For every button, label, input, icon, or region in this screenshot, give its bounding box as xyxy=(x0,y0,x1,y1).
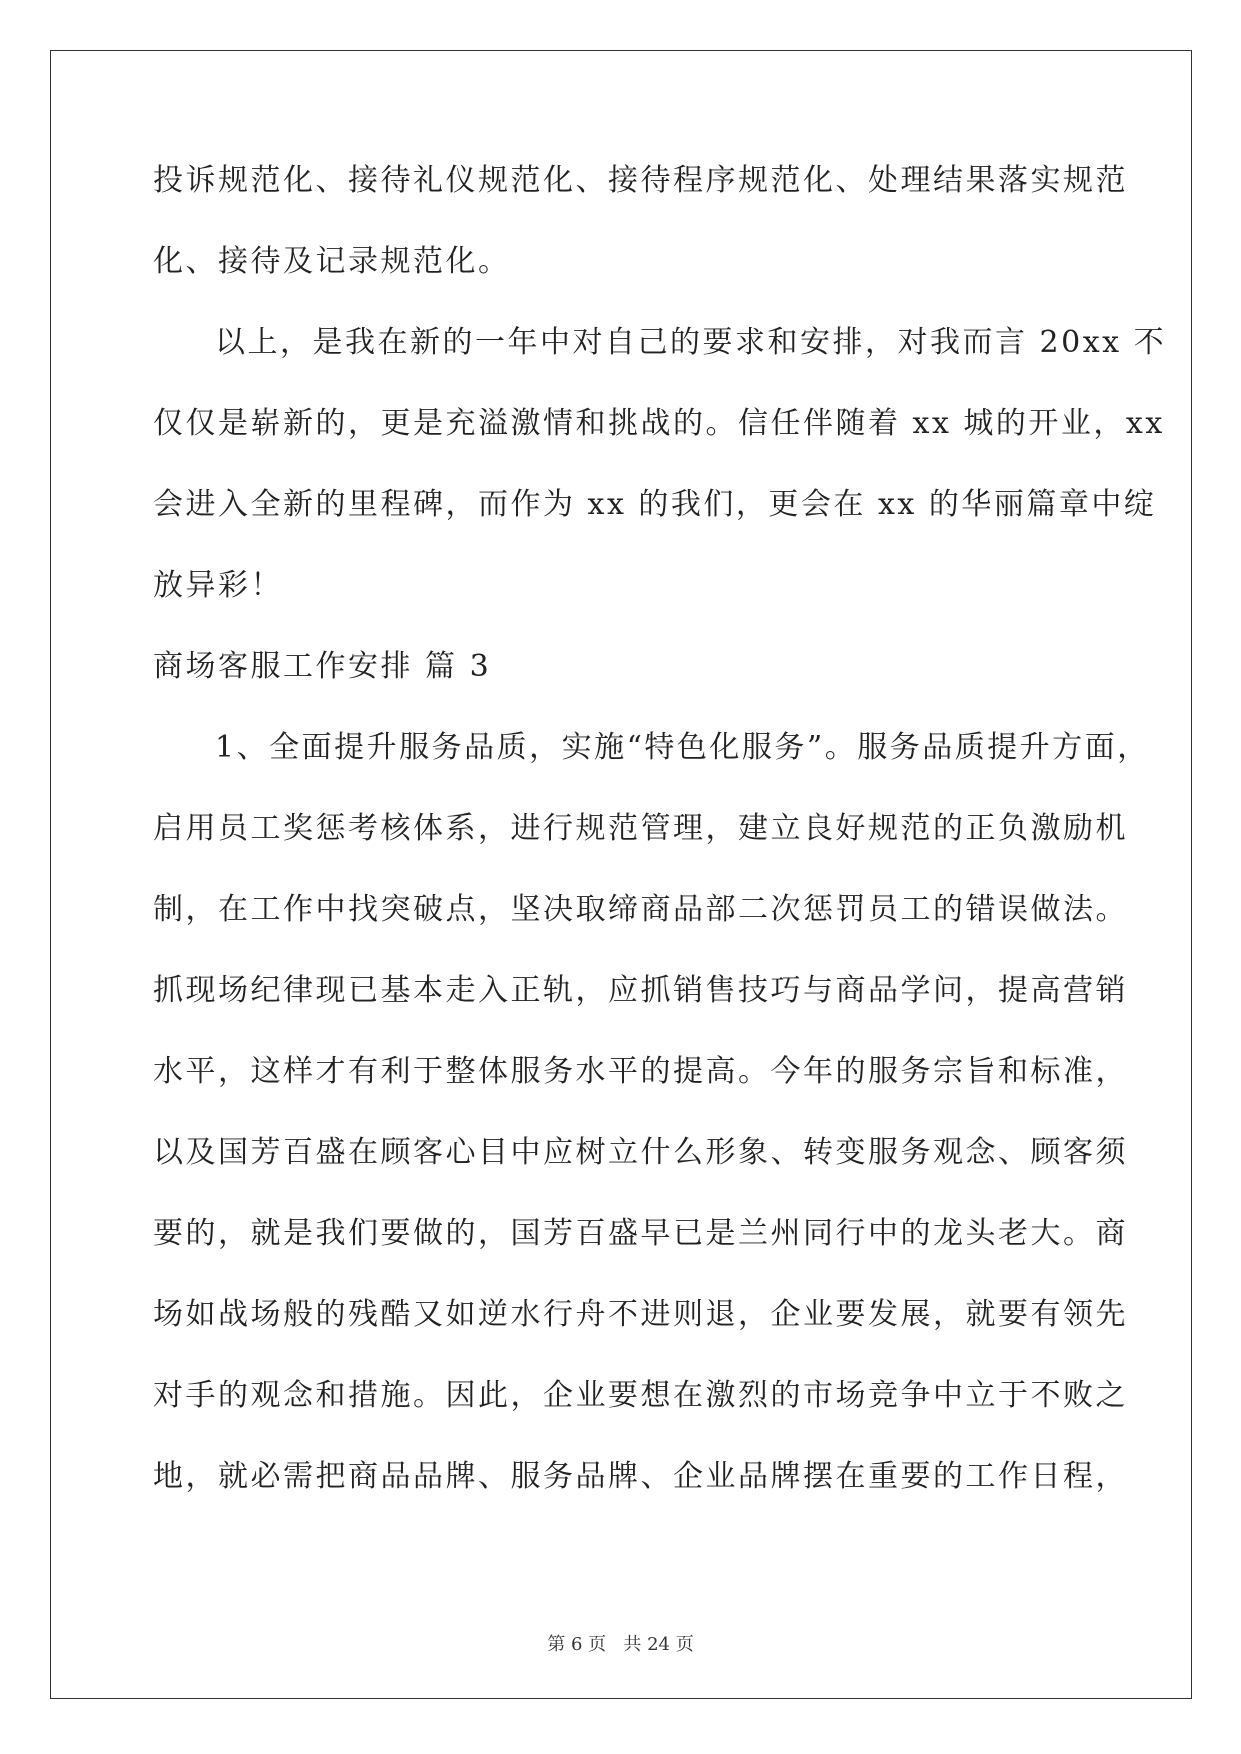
text-line: 以上，是我在新的一年中对自己的要求和安排，对我而言 20xx 不 xyxy=(215,325,1167,360)
text-line: 场如战场般的残酷又如逆水行舟不进则退，企业要发展，就要有领先 xyxy=(153,1297,1128,1332)
section-heading: 商场客服工作安排 篇 3 xyxy=(153,649,492,684)
document-body xyxy=(153,163,1167,1540)
page-footer xyxy=(0,1634,1241,1656)
text-line: 化、接待及记录规范化。 xyxy=(153,244,511,279)
text-line: 以及国芳百盛在顾客心目中应树立什么形象、转变服务观念、顾客须 xyxy=(153,1135,1128,1170)
text-line: 1、全面提升服务品质，实施“特色化服务”。服务品质提升方面， xyxy=(215,730,1150,765)
text-line: 要的，就是我们要做的，国芳百盛早已是兰州同行中的龙头老大。商 xyxy=(153,1216,1128,1251)
text-line: 投诉规范化、接待礼仪规范化、接待程序规范化、处理结果落实规范 xyxy=(153,163,1128,198)
text-line: 对手的观念和措施。因此，企业要想在激烈的市场竞争中立于不败之 xyxy=(153,1378,1128,1413)
text-line: 制，在工作中找突破点，坚决取缔商品部二次惩罚员工的错误做法。 xyxy=(153,892,1128,927)
text-line: 抓现场纪律现已基本走入正轨，应抓销售技巧与商品学问，提高营销 xyxy=(153,973,1128,1008)
text-line: 启用员工奖惩考核体系，进行规范管理，建立良好规范的正负激励机 xyxy=(153,811,1128,846)
text-line: 会进入全新的里程碑，而作为 xx 的我们，更会在 xx 的华丽篇章中绽 xyxy=(153,487,1157,522)
text-line: 地，就必需把商品品牌、服务品牌、企业品牌摆在重要的工作日程， xyxy=(153,1459,1128,1494)
text-line: 放异彩！ xyxy=(153,568,283,603)
text-line: 水平，这样才有利于整体服务水平的提高。今年的服务宗旨和标准， xyxy=(153,1054,1128,1089)
text-line: 仅仅是崭新的，更是充溢激情和挑战的。信任伴随着 xx 城的开业，xx xyxy=(153,406,1165,441)
page-number: 第 6 页 共 24 页 xyxy=(547,1634,694,1655)
